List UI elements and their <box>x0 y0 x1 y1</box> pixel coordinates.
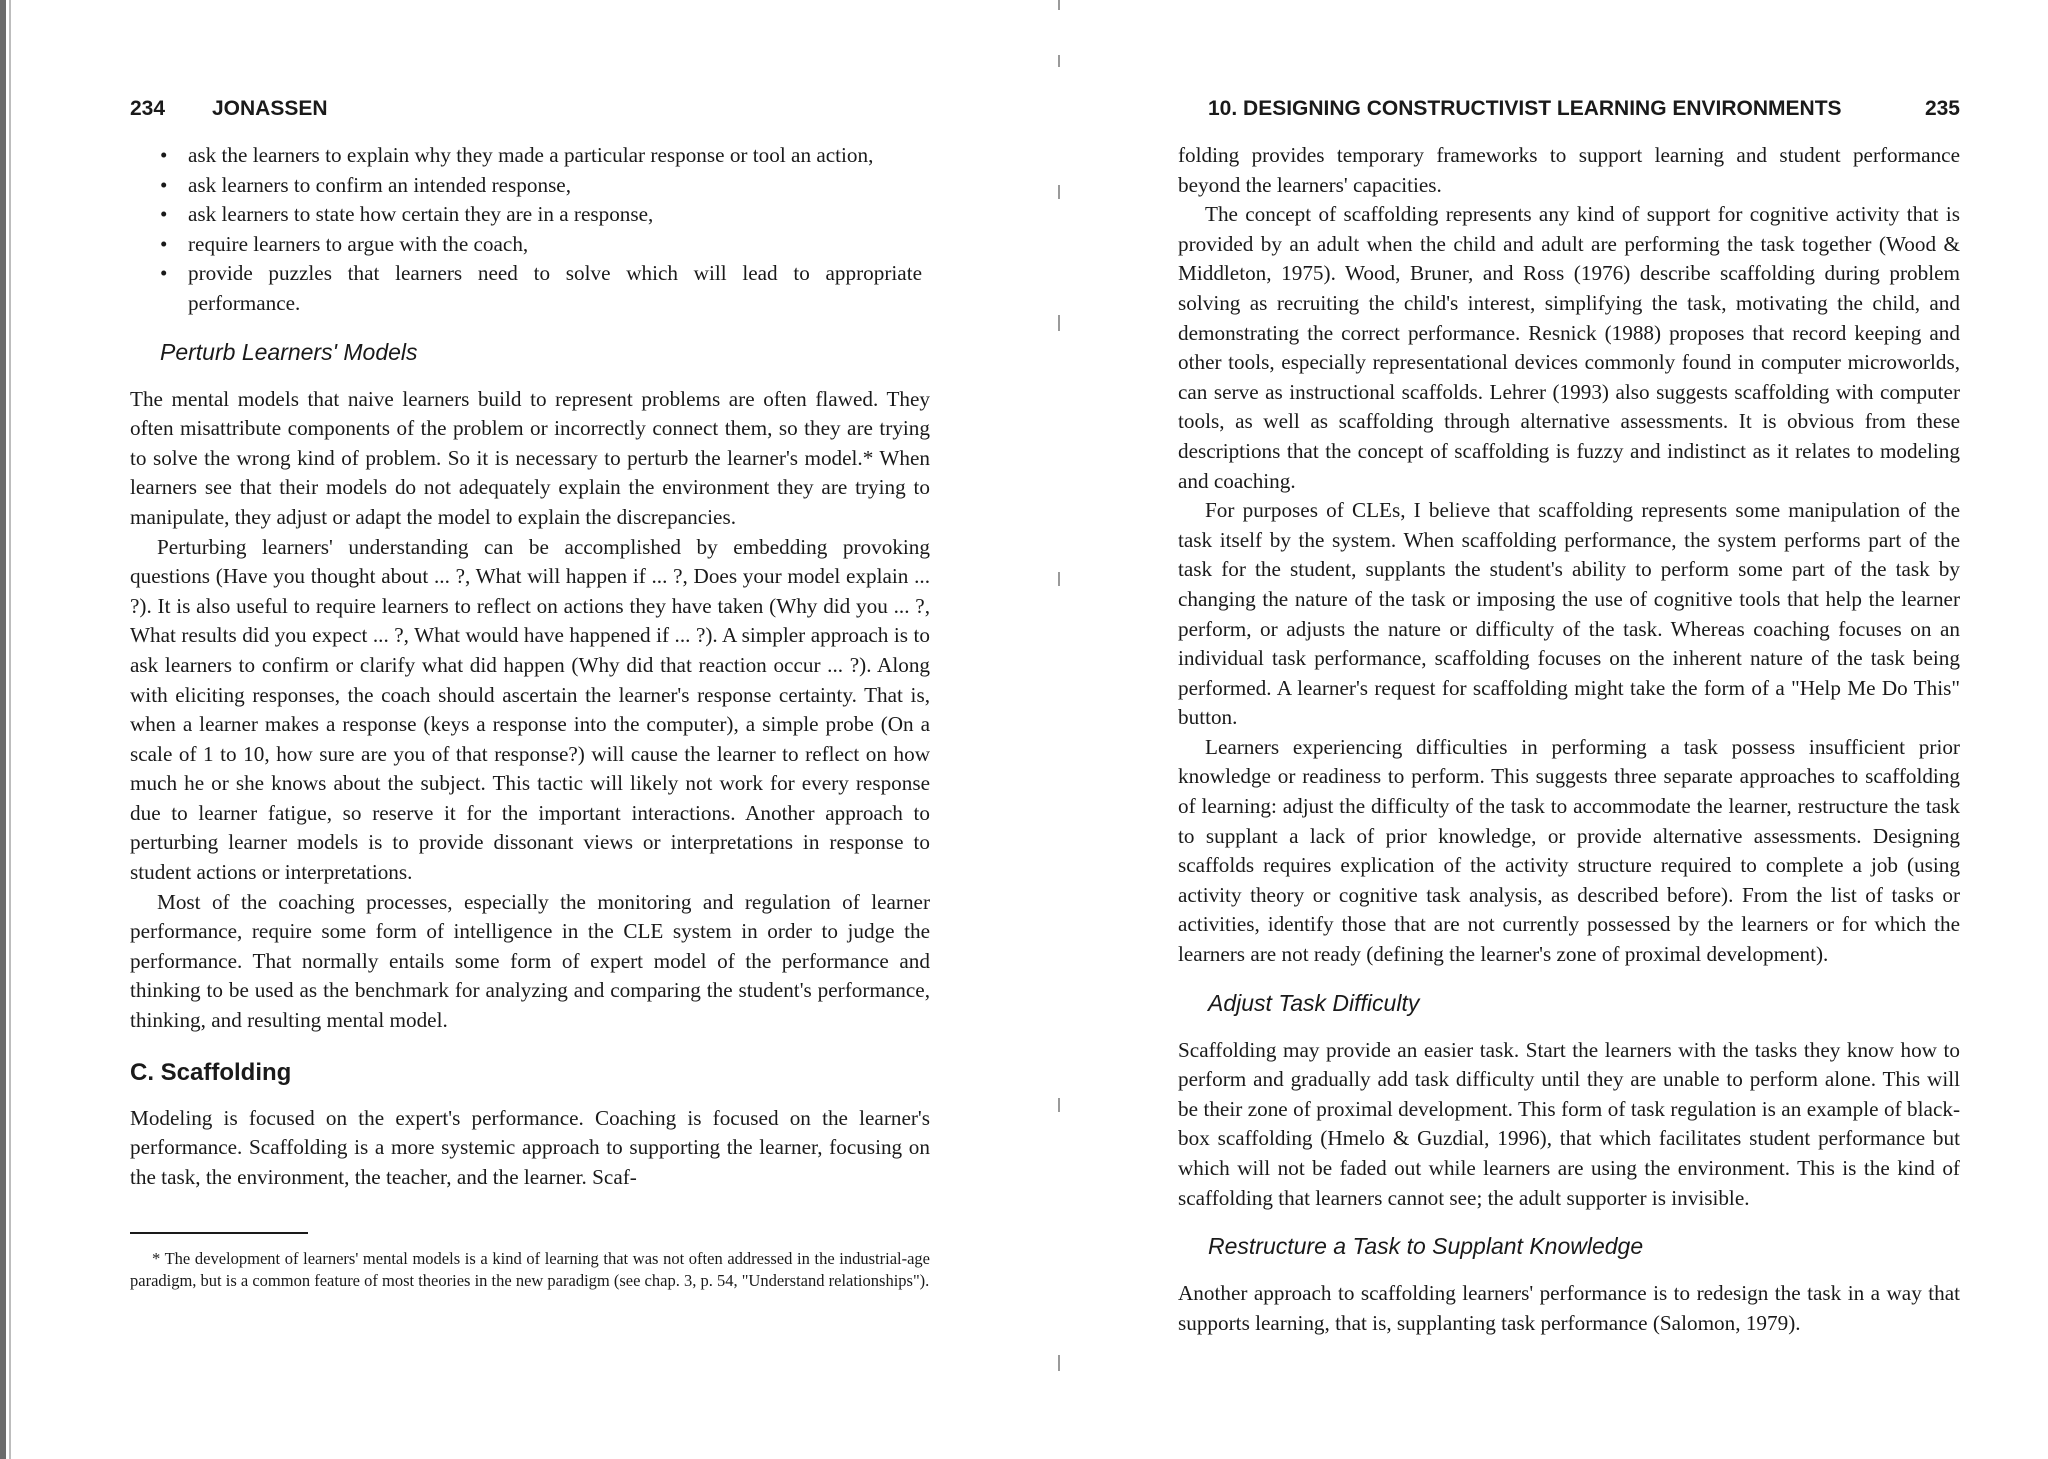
gutter-mark <box>1058 55 1060 67</box>
body-text <box>130 1104 930 1193</box>
bullet-icon: • <box>160 172 168 197</box>
bullet-icon: • <box>160 143 168 167</box>
bullet-item: • require learners to argue with the coach, <box>130 230 930 260</box>
bullet-icon: • <box>160 202 168 227</box>
body-text <box>130 385 930 1036</box>
paragraph: Perturbing learners' understanding can be accomplished by embedding provoking questions (Have you thought about ... ?, What will happen if ... ?, Does your model explain ... ?). It is also useful to require learners to reflect on actions they have taken (Why did you ... ?, What results did you expect ... ?, What would have happened if ... ?). A simpler approach is to ask learners to confirm or clarify what did happen (Why did that reaction occur ... ?). Along with eliciting responses, the coach should ascertain the learner's response certainty. That is, when a learner makes a response (keys a response into the computer), a simple probe (On a scale of 1 to 10, how sure are you of that response?) will cause the learner to reflect on how much he or she knows about the subject. This tactic will likely not work for every response due to learner fatigue, so reserve it for the important interactions. Another approach to perturbing learner models is to provide dissonant views or interpretations in response to student actions or interpretations. <box>130 534 930 885</box>
body-text <box>1178 1036 1960 1214</box>
right-page <box>1178 95 1960 1338</box>
gutter-mark <box>1058 185 1060 199</box>
bullet-icon: • <box>160 261 168 286</box>
left-page <box>130 95 930 1292</box>
gutter-mark <box>1058 1355 1060 1371</box>
paragraph: Modeling is focused on the expert's performance. Coaching is focused on the learner's performance. Scaffolding is a more systemic approach to supporting the learner, focusing on the task, the environment, the teacher, and the learner. Scaf- <box>130 1105 930 1189</box>
paragraph: folding provides temporary frameworks to support learning and student performance beyond the learners' capacities. <box>1178 143 1960 197</box>
footnote: * The development of learners' mental models is a kind of learning that was not often addressed in the industrial-age paradigm, but is a common feature of most theories in the new paradigm (see chap. 3, p. 54, "Understand relationships"). <box>130 1249 930 1291</box>
gutter-mark <box>1058 315 1060 331</box>
bullet-item: • provide puzzles that learners need to solve which will lead to appropriate performance. <box>160 261 922 315</box>
paragraph: Scaffolding may provide an easier task. Start the learners with the tasks they know how to perform and gradually add task difficulty until they are unable to perform alone. This will be their zone of proximal development. This form of task regulation is an example of black-box scaffolding (Hmelo & Guzdial, 1996), that which facilitates student performance but which will not be faded out while learners are using the environment. This is the kind of scaffolding that learners cannot see; the adult supporter is invisible. <box>1178 1037 1960 1210</box>
running-head <box>1178 95 1960 123</box>
bullet-item: • ask the learners to explain why they made a particular response or tool an action, <box>130 141 930 171</box>
bullet-icon: • <box>160 231 168 256</box>
gutter-mark <box>1058 572 1060 586</box>
body-text <box>1178 141 1960 970</box>
paragraph: The mental models that naive learners build to represent problems are often flawed. They often misattribute components of the problem or incorrectly connect them, so they are trying to solve the wrong kind of problem. So it is necessary to perturb the learner's model.* When learners see that their models do not adequately explain the environment they are trying to manipulate, they adjust or adapt the model to explain the discrepancies. <box>130 386 930 529</box>
bullet-list <box>130 141 930 319</box>
book-spine-edge-inner <box>9 0 11 1459</box>
gutter-mark <box>1058 1098 1060 1112</box>
page-number: 235 <box>1924 97 1960 120</box>
book-spine-edge <box>0 0 6 1459</box>
paragraph: Another approach to scaffolding learners' performance is to redesign the task in a way that supports learning, that is, supplanting task performance (Salomon, 1979). <box>1178 1281 1960 1335</box>
bullet-item: • ask learners to state how certain they are in a response, <box>130 200 930 230</box>
bullet-item: • ask learners to confirm an intended response, <box>130 171 930 201</box>
paragraph: The concept of scaffolding represents any kind of support for cognitive activity that is provided by an adult when the child and adult are performing the task together (Wood & Middleton, 1975). Wood, Bruner, and Ross (1976) describe scaffolding during problem solving as recruiting the child's interest, simplifying the task, motivating the child, and demonstrating the correct performance. Resnick (1988) proposes that record keeping and other tools, especially representational devices commonly found in computer microworlds, can serve as instructional scaffolds. Lehrer (1993) also suggests scaffolding with computer tools, as well as scaffolding through alternative assessments. It is obvious from these descriptions that the concept of scaffolding is fuzzy and indistinct as it relates to modeling and coaching. <box>1178 202 1960 493</box>
subheading: Adjust Task Difficulty <box>1208 989 1420 1016</box>
paragraph: Learners experiencing difficulties in performing a task possess insufficient prior knowledge or readiness to perform. This suggests three separate approaches to scaffolding of learning: adjust the difficulty of the task to accommodate the learner, restructure the task to supplant a lack of prior knowledge, or provide alternative assessments. Designing scaffolds requires explication of the activity structure required to complete a job (using activity theory or cognitive task analysis, as described before). From the list of tasks or activities, identify those that are not currently possessed by the learners or for which the learners are not ready (defining the learner's zone of proximal development). <box>1178 734 1960 967</box>
running-head <box>130 95 930 123</box>
footnote-rule <box>130 1232 308 1234</box>
running-head-title: 10. DESIGNING CONSTRUCTIVIST LEARNING ENVIRONMENTS <box>1208 97 1842 120</box>
running-head-title: JONASSEN <box>212 97 328 120</box>
subheading: Perturb Learners' Models <box>160 338 418 365</box>
section-heading: C. Scaffolding <box>130 1058 292 1086</box>
gutter-mark <box>1058 0 1060 10</box>
paragraph: For purposes of CLEs, I believe that scaffolding represents some manipulation of the task itself by the system. When scaffolding performance, the system performs part of the task for the student, supplants the student's ability to perform some part of the task by changing the nature of the task or imposing the use of cognitive tools that help the learner perform, or adjusts the nature or difficulty of the task. Whereas coaching focuses on an individual task performance, scaffolding focuses on the inherent nature of the task being performed. A learner's request for scaffolding might take the form of a "Help Me Do This" button. <box>1178 498 1960 730</box>
subheading: Restructure a Task to Supplant Knowledge <box>1208 1233 1644 1260</box>
page-number: 234 <box>130 97 166 120</box>
paragraph: Most of the coaching processes, especially the monitoring and regulation of learner performance, require some form of intelligence in the CLE system in order to judge the performance. That normally entails some form of expert model of the performance and thinking to be used as the benchmark for analyzing and comparing the student's performance, thinking, and resulting mental model. <box>130 889 930 1033</box>
body-text <box>1178 1279 1960 1338</box>
